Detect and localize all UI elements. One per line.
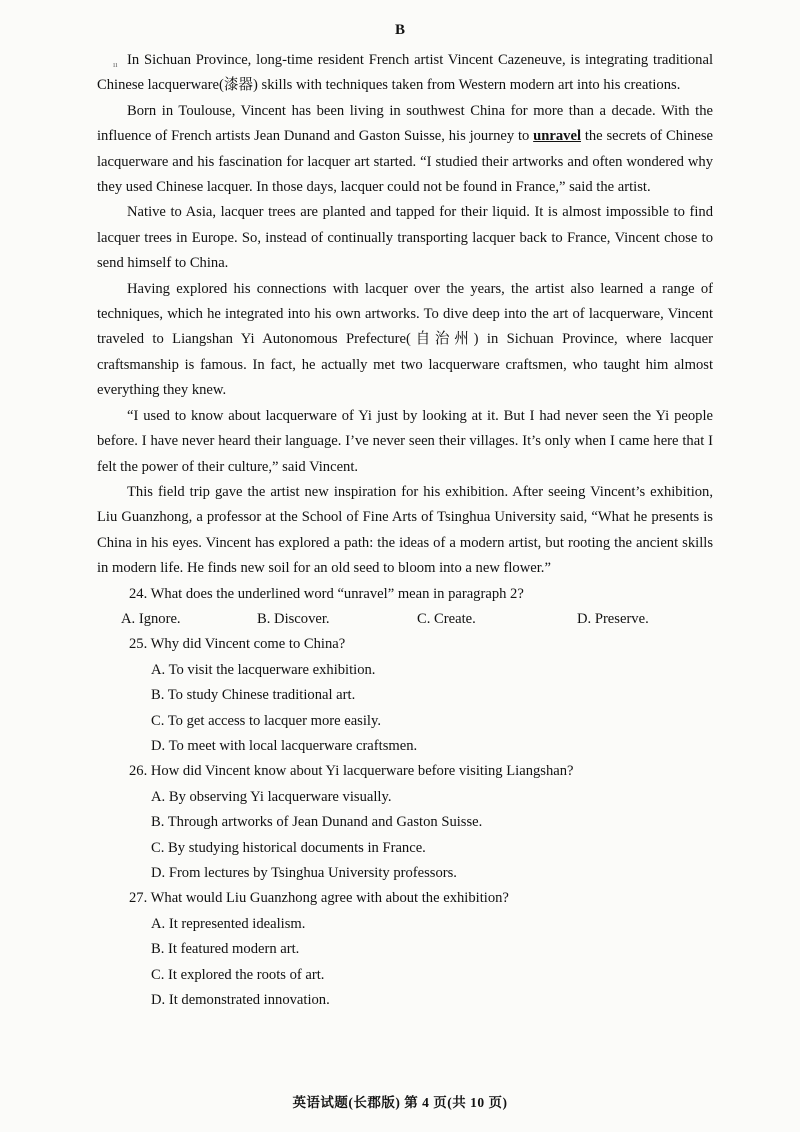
- paragraph-3: Native to Asia, lacquer trees are planted and tapped for their liquid. It is almost impossible to find lacquer trees in Europe. So, instead of continually transporting lacquer back to France, Vincent chose to send himself to China.: [97, 204, 713, 272]
- paragraph-2-start: Born in Toulouse, Vincent has been living in southwest China for more than a decade. With the influence of French artists Jean Dunand and Gaston Suisse, his journey to: [97, 102, 713, 145]
- reading-passage: [97, 48, 713, 1013]
- question-24: [97, 582, 713, 633]
- option-c[interactable]: C. Create.: [417, 610, 476, 627]
- paragraph-2-end: the secrets of Chinese lacquerware and his fascination for lacquer art started. “I studied their artworks and often wondered why they used Chinese lacquer. In those days, lacquer could not be found in France,” said the artist.: [97, 128, 713, 196]
- margin-mark: ıı: [113, 60, 118, 69]
- option-d[interactable]: D. Preserve.: [577, 610, 649, 627]
- option-d[interactable]: D. It demonstrated innovation.: [151, 992, 330, 1009]
- section-title: B: [394, 22, 405, 38]
- paragraph-5: “I used to know about lacquerware of Yi just by looking at it. But I had never seen the Yi people before. I have never heard their language. I’ve never seen their villages. It’s only when I came here that I felt the power of their culture,” said Vincent.: [97, 407, 713, 475]
- question-stem: 24. What does the underlined word “unravel” mean in paragraph 2?: [129, 585, 524, 602]
- paragraph-4: Having explored his connections with lacquer over the years, the artist also learned a range of techniques, which he integrated into his own artworks. To dive deep into the art of lacquerware, Vincent traveled to Liangshan Yi Autonomous Prefecture(自治州) in Sichuan Province, where lacquer craftsmanship is famous. In fact, he actually met two lacquerware craftsmen, who taught him almost everything they knew.: [97, 280, 713, 399]
- option-b[interactable]: B. Discover.: [257, 610, 330, 627]
- option-a[interactable]: A. Ignore.: [121, 610, 181, 627]
- paragraph-1: In Sichuan Province, long-time resident French artist Vincent Cazeneuve, is integrating traditional Chinese lacquerware(漆器) skills with techniques taken from Western modern art into his creations.: [97, 52, 713, 94]
- question-stem: 25. Why did Vincent come to China?: [129, 636, 346, 653]
- option-a[interactable]: A. By observing Yi lacquerware visually.: [151, 788, 392, 805]
- question-26: [97, 759, 713, 886]
- option-b[interactable]: B. To study Chinese traditional art.: [151, 687, 356, 704]
- option-c[interactable]: C. To get access to lacquer more easily.: [151, 712, 381, 729]
- option-c[interactable]: C. It explored the roots of art.: [151, 966, 325, 983]
- option-b[interactable]: B. Through artworks of Jean Dunand and Gaston Suisse.: [151, 814, 483, 831]
- option-b[interactable]: B. It featured modern art.: [151, 941, 300, 958]
- paragraph-6: This field trip gave the artist new inspiration for his exhibition. After seeing Vincent’s exhibition, Liu Guanzhong, a professor at the School of Fine Arts of Tsinghua University said, “What he presents is China in his eyes. Vincent has explored a path: the ideas of a modern artist, but rooting the ancient skills in modern life. He finds new soil for an old seed to bloom into a new flower.”: [97, 483, 713, 577]
- option-d[interactable]: D. From lectures by Tsinghua University professors.: [151, 865, 457, 881]
- option-row: [97, 607, 713, 632]
- option-d[interactable]: D. To meet with local lacquerware craftsmen.: [151, 737, 418, 754]
- question-27: [97, 886, 713, 1013]
- underlined-word: unravel: [533, 128, 581, 145]
- page-footer: 英语试题(长郡版) 第 4 页(共 10 页): [292, 1095, 508, 1110]
- paragraph-2: [97, 99, 713, 201]
- option-a[interactable]: A. It represented idealism.: [151, 915, 306, 932]
- question-stem: 26. How did Vincent know about Yi lacquerware before visiting Liangshan?: [129, 763, 574, 780]
- question-25: [97, 632, 713, 759]
- option-c[interactable]: C. By studying historical documents in France.: [151, 839, 426, 856]
- option-a[interactable]: A. To visit the lacquerware exhibition.: [151, 661, 376, 678]
- question-stem: 27. What would Liu Guanzhong agree with about the exhibition?: [129, 890, 509, 907]
